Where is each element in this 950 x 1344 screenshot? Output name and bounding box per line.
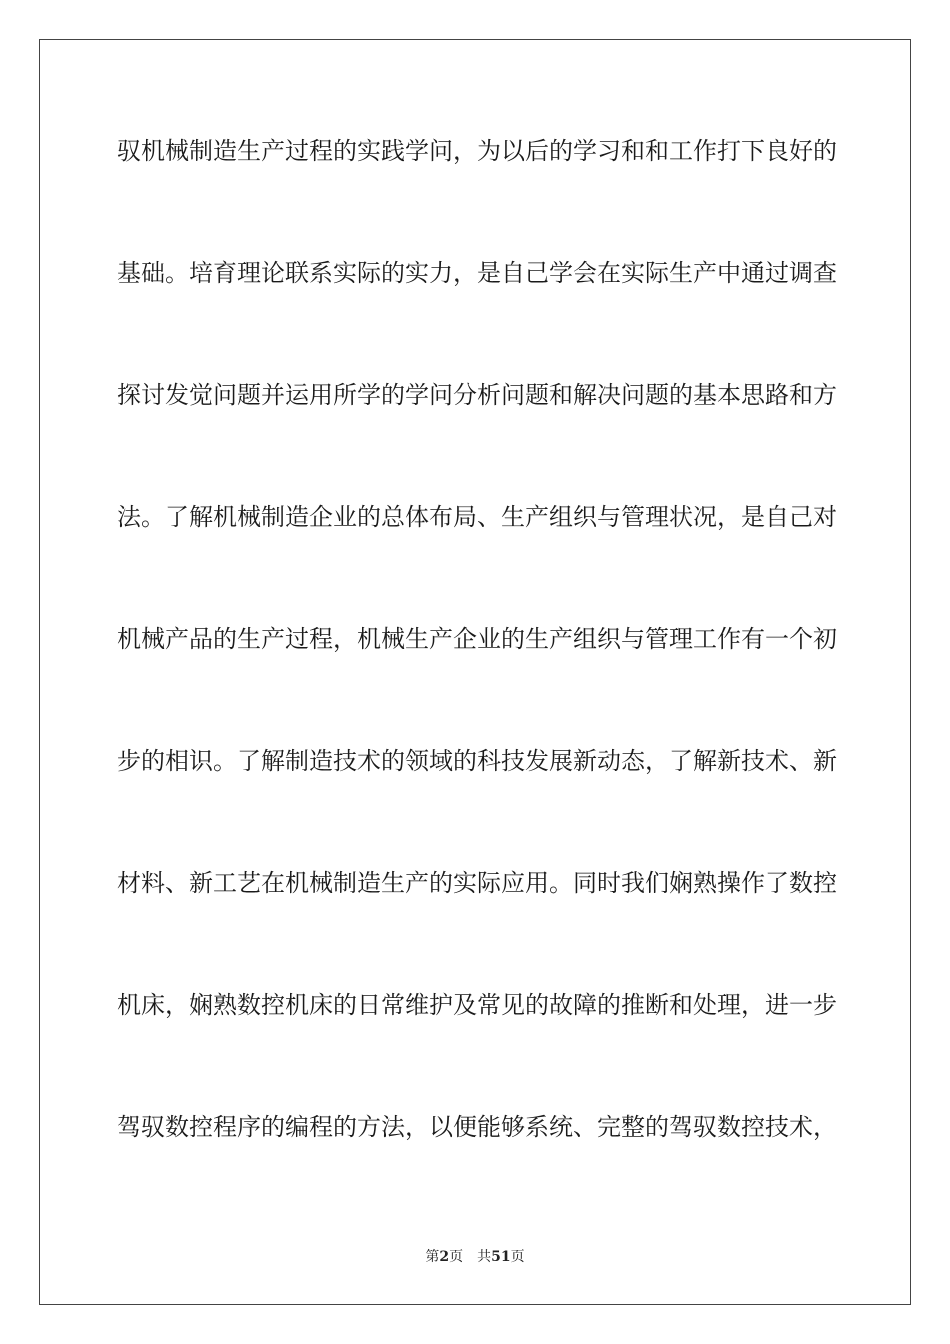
body-text-line-6: 步的相识。了解制造技术的领域的科技发展新动态，了解新技术、新 bbox=[117, 747, 837, 775]
body-text-line-3: 探讨发觉问题并运用所学的学问分析问题和解决问题的基本思路和方 bbox=[117, 381, 837, 409]
total-suffix: 页 bbox=[510, 1249, 525, 1265]
page-number: 2 bbox=[439, 1249, 450, 1265]
body-text-line-7: 材料、新工艺在机械制造生产的实际应用。同时我们娴熟操作了数控 bbox=[117, 869, 837, 897]
body-text-line-9: 驾驭数控程序的编程的方法，以便能够系统、完整的驾驭数控技术， bbox=[117, 1113, 837, 1141]
total-pages: 51 bbox=[491, 1249, 511, 1265]
page-prefix: 第 bbox=[425, 1249, 440, 1265]
body-text-line-2: 基础。培育理论联系实际的实力，是自己学会在实际生产中通过调查 bbox=[117, 259, 837, 287]
body-text-line-1: 驭机械制造生产过程的实践学问，为以后的学习和和工作打下良好的 bbox=[117, 137, 837, 165]
body-text-line-4: 法。了解机械制造企业的总体布局、生产组织与管理状况，是自己对 bbox=[117, 503, 837, 531]
page-suffix: 页 bbox=[449, 1249, 464, 1265]
page-footer bbox=[0, 1248, 950, 1266]
body-text-line-5: 机械产品的生产过程，机械生产企业的生产组织与管理工作有一个初 bbox=[117, 625, 837, 653]
total-prefix: 共 bbox=[477, 1249, 492, 1265]
body-text-line-8: 机床，娴熟数控机床的日常维护及常见的故障的推断和处理，进一步 bbox=[117, 991, 837, 1019]
